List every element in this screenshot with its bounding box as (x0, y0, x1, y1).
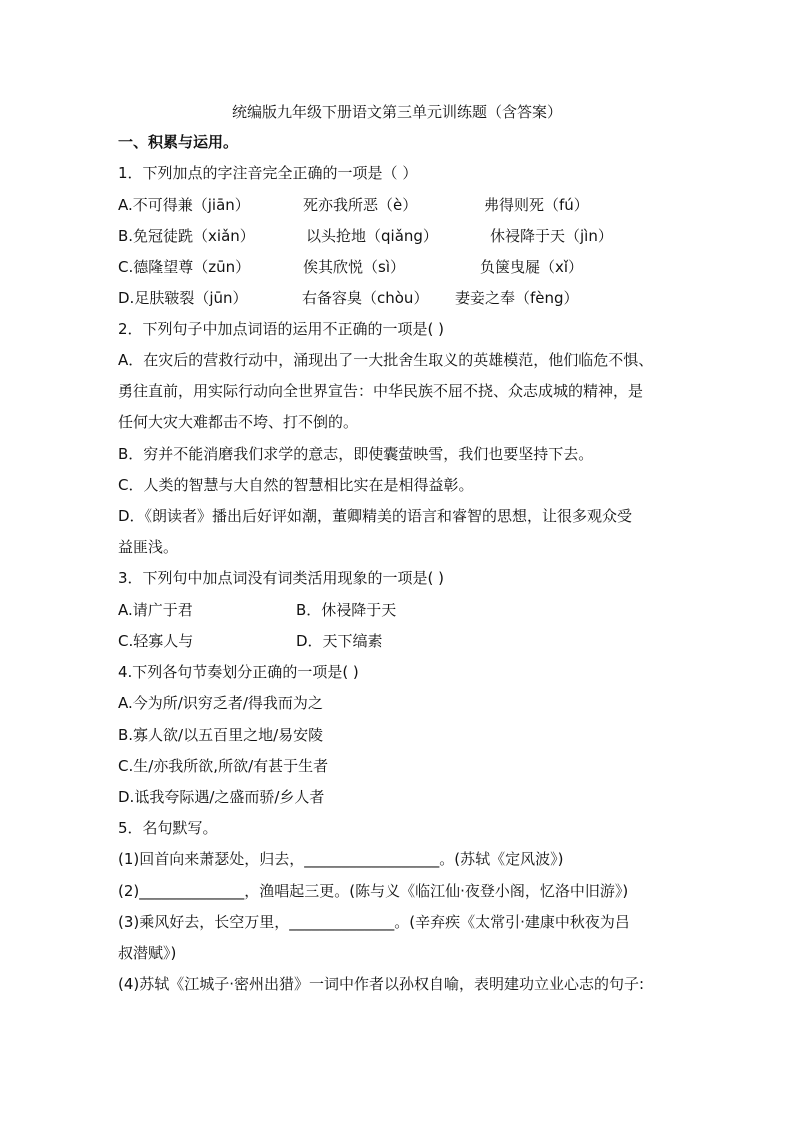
q5-item-3-line-2: 叔潜赋》) (118, 944, 177, 962)
document-title: 统编版九年级下册语文第三单元训练题（含答案） (231, 103, 562, 121)
q1-option-c-3: 负箧曳屣（xǐ） (480, 258, 584, 276)
q1-option-d-2: 右备容臭（chòu） (302, 289, 429, 307)
q3-option-b: B．休祲降于天 (296, 601, 397, 619)
q5-item-1: (1)回首向来萧瑟处，归去，__________________。(苏轼《定风波》) (118, 850, 564, 868)
q1-option-a-2: 死亦我所恶（è） (303, 196, 418, 214)
q4-option-a: A.今为所/识穷乏者/得我而为之 (118, 694, 323, 712)
q1-option-d-3: 妻妾之奉（fèng） (455, 289, 579, 307)
question-4-stem: 4.下列各句节奏划分正确的一项是( ) (118, 663, 359, 681)
q4-option-b: B.寡人欲/以五百里之地/易安陵 (118, 726, 324, 744)
q2-option-d-line-2: 益匪浅。 (118, 538, 179, 556)
question-2-stem: 2．下列句子中加点词语的运用不正确的一项是( ) (118, 320, 445, 338)
q1-option-c-2: 俟其欣悦（sì） (303, 258, 405, 276)
q2-option-a-line-2: 勇往直前，用实际行动向全世界宣告：中华民族不屈不挠、众志成城的精神，是 (118, 382, 644, 400)
q2-option-d-line-1: D．《朗读者》播出后好评如潮，董卿精美的语言和睿智的思想，让很多观众受 (118, 507, 633, 525)
question-3-stem: 3．下列句中加点词没有词类活用现象的一项是( ) (118, 569, 445, 587)
q4-option-d: D.诋我夸际遇/之盛而骄/乡人者 (118, 788, 325, 806)
q5-item-4: (4)苏轼《江城子·密州出猎》一词中作者以孙权自喻，表明建功立业心志的句子: (118, 975, 645, 993)
q1-option-b-2: 以头抢地（qiǎng） (306, 227, 438, 245)
q2-option-b: B．穷并不能消磨我们求学的意志，即使囊萤映雪，我们也要坚持下去。 (118, 445, 594, 463)
q1-option-c-1: C.德隆望尊（zūn） (118, 258, 251, 276)
q1-option-a-3: 弗得则死（fú） (484, 196, 589, 214)
q2-option-c: C．人类的智慧与大自然的智慧相比实在是相得益彰。 (118, 476, 474, 494)
q2-option-a-line-3: 任何大灾大难都击不垮、打不倒的。 (118, 413, 359, 431)
q2-option-a-line-1: A．在灾后的营救行动中，涌现出了一大批舍生取义的英雄模范，他们临危不惧、 (118, 351, 654, 369)
question-5-stem: 5．名句默写。 (118, 819, 218, 837)
q5-item-2: (2)______________，渔唱起三更。(陈与义《临江仙·夜登小阁，忆洛中旧游》) (118, 882, 629, 900)
q4-option-c: C.生/亦我所欲,所欲/有甚于生者 (118, 757, 329, 775)
q3-option-a: A.请广于君 (118, 601, 193, 619)
q3-option-d: D．天下缟素 (296, 632, 383, 650)
q1-option-d-1: D.足肤皲裂（jūn） (118, 289, 248, 307)
q1-option-b-1: B.免冠徒跣（xiǎn） (118, 227, 255, 245)
q1-option-a-1: A.不可得兼（jiān） (118, 196, 250, 214)
section-heading: 一、积累与运用。 (118, 133, 239, 151)
q3-option-c: C.轻寡人与 (118, 632, 194, 650)
question-1-stem: 1．下列加点的字注音完全正确的一项是（ ） (118, 164, 418, 182)
q5-item-3-line-1: (3)乘风好去，长空万里，______________。(辛弃疾《太常引·建康中秋夜为吕 (118, 913, 630, 931)
q1-option-b-3: 休祲降于天（jìn） (490, 227, 613, 245)
